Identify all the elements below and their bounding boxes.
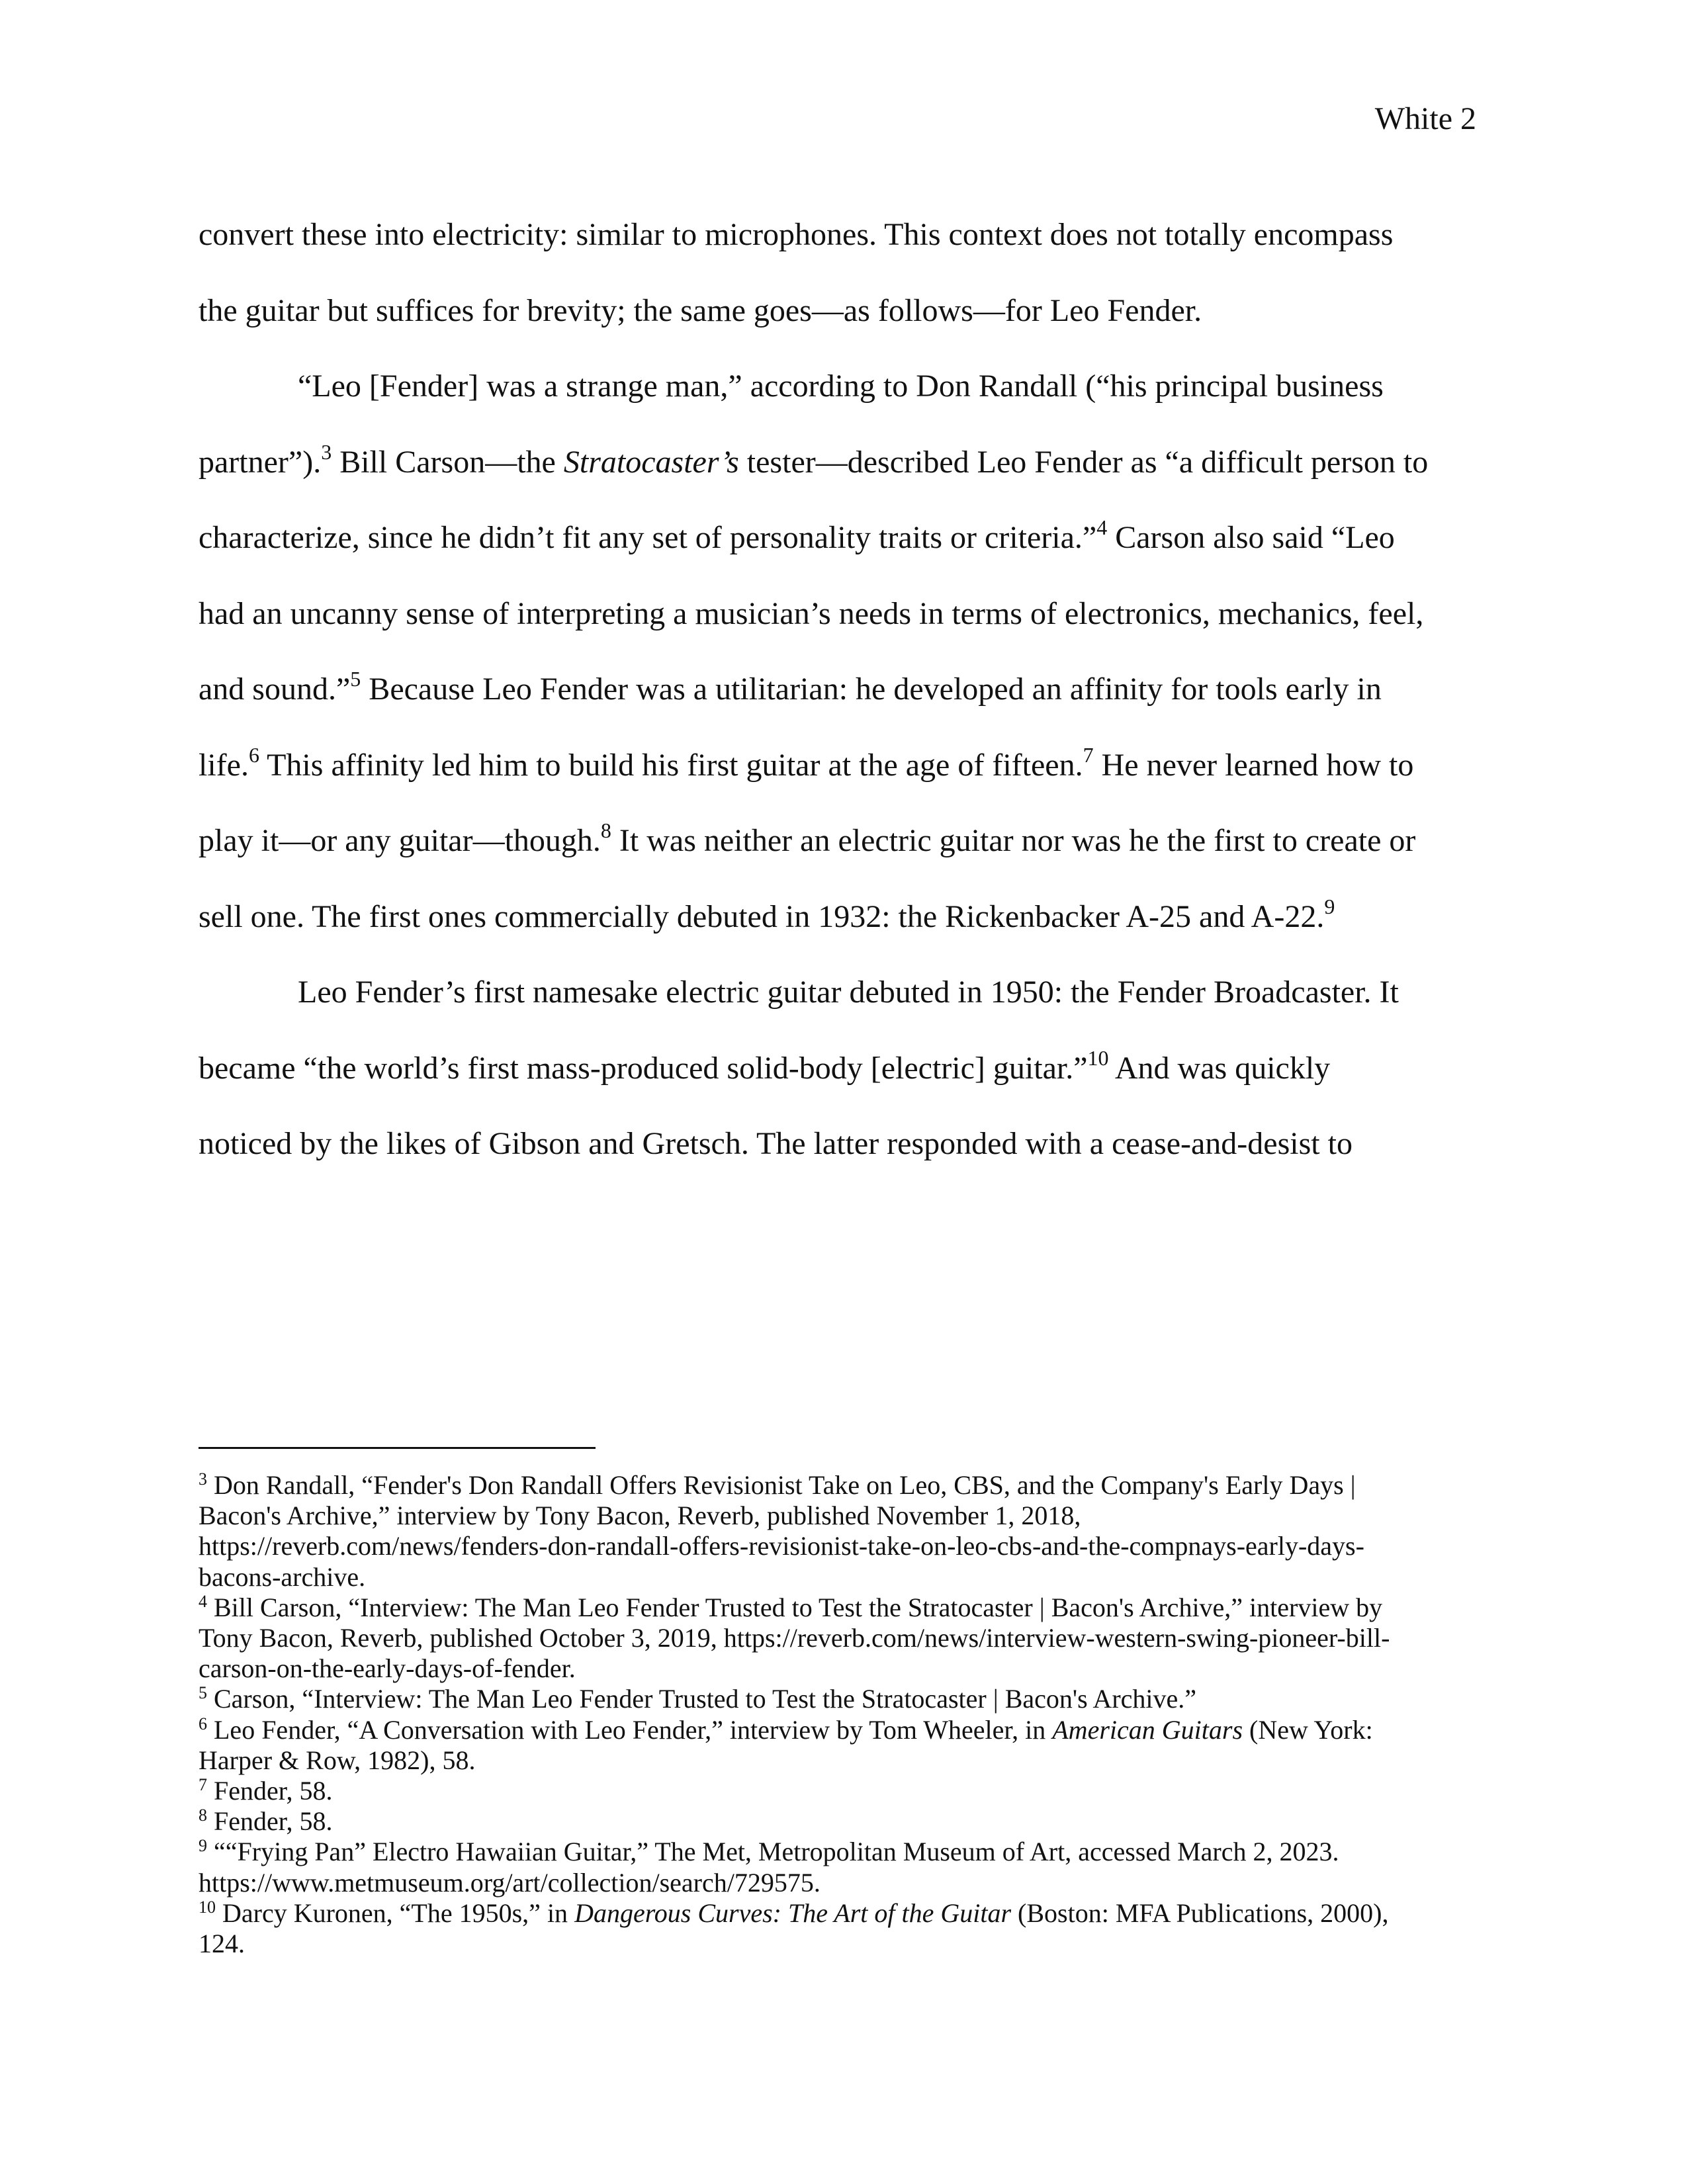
body-line: the guitar but suffices for brevity; the same goes—as follows—for Leo Fender. (199, 292, 1202, 328)
footnote-line (199, 1837, 1489, 1867)
footnote-line (199, 1776, 1489, 1806)
footnote-line: Bacon's Archive,” interview by Tony Bacon, Reverb, published November 1, 2018, (199, 1501, 1081, 1531)
footnote-text: Fender, 58. (207, 1776, 333, 1806)
body-text-run: And was quickly (1108, 1050, 1331, 1086)
body-text-run: Carson also said “Leo (1107, 520, 1395, 555)
body-text-run: and sound.” (199, 672, 351, 707)
italic-title: American Guitars (1052, 1714, 1243, 1745)
footnotes (199, 1470, 1489, 1959)
footnote-ref[interactable]: 7 (1083, 742, 1094, 767)
footnote-text: Don Randall, “Fender's Don Randall Offers Revisionist Take on Leo, CBS, and the Company's Early Days | (207, 1470, 1356, 1500)
footnote-ref[interactable]: 9 (1324, 894, 1335, 918)
footnote-number: 4 (199, 1591, 207, 1611)
body-text-run: play it—or any guitar—though. (199, 823, 601, 858)
body-line: had an uncanny sense of interpreting a musician’s needs in terms of electronics, mechanics, feel, (199, 595, 1424, 631)
footnote-line: Tony Bacon, Reverb, published October 3, 2019, https://reverb.com/news/interview-western-swing-pioneer-bill- (199, 1623, 1390, 1653)
body-line (199, 652, 1489, 728)
footnote-ref[interactable]: 8 (600, 818, 611, 842)
footnote-text: (New York: (1243, 1714, 1373, 1745)
body-line: noticed by the likes of Gibson and Gretsch. The latter responded with a cease-and-desist to (199, 1126, 1353, 1161)
footnote-link[interactable]: bacons-archive. (199, 1561, 366, 1592)
footnote-text: Fender, 58. (207, 1806, 333, 1837)
footnote-link[interactable]: https://reverb.com/news/fenders-don-randall-offers-revisionist-take-on-leo-cbs-and-the-compnays-early-days- (199, 1531, 1364, 1561)
body-line: “Leo [Fender] was a strange man,” according to Don Randall (“his principal business (298, 369, 1384, 404)
footnote-number: 8 (199, 1806, 207, 1825)
footnote-link[interactable]: https://www.metmuseum.org/art/collection/search/729575. (199, 1867, 821, 1898)
body-text-run: sell one. The first ones commercially debuted in 1932: the Rickenbacker A-25 and A-22. (199, 898, 1325, 934)
footnote-line (199, 1898, 1489, 1929)
footnote-ref[interactable]: 4 (1096, 515, 1108, 539)
body-text-run: He never learned how to (1093, 747, 1414, 783)
footnote-line (199, 1684, 1489, 1714)
footnote-separator (199, 1447, 596, 1449)
body-text-run: life. (199, 747, 249, 783)
footnote-number: 10 (199, 1897, 216, 1917)
footnote-number: 7 (199, 1775, 207, 1795)
footnote-number: 5 (199, 1683, 207, 1703)
footnote-number: 3 (199, 1469, 207, 1489)
body-line (199, 803, 1489, 879)
body-line: convert these into electricity: similar to microphones. This context does not totally encompass (199, 217, 1394, 252)
body-text-run: Bill Carson—the (332, 444, 564, 480)
body-text-run: partner”). (199, 444, 322, 480)
footnote-text: Darcy Kuronen, “The 1950s,” in (216, 1898, 575, 1928)
body-text-run: Because Leo Fender was a utilitarian: he developed an affinity for tools early in (361, 672, 1382, 707)
body-line (199, 879, 1489, 955)
footnote-ref[interactable]: 5 (350, 667, 361, 691)
footnote-number: 6 (199, 1714, 207, 1733)
footnote-ref[interactable]: 10 (1087, 1045, 1109, 1070)
footnote-text: ““Frying Pan” Electro Hawaiian Guitar,” The Met, Metropolitan Museum of Art, accessed March 2, 2023. (207, 1837, 1339, 1867)
footnote-line: 124. (199, 1929, 245, 1959)
footnote-line: Harper & Row, 1982), 58. (199, 1745, 476, 1775)
footnote-link[interactable]: carson-on-the-early-days-of-fender. (199, 1653, 576, 1684)
footnote-number: 9 (199, 1836, 207, 1856)
body-text-run: became “the world’s first mass-produced solid-body [electric] guitar.” (199, 1050, 1088, 1086)
footnote-text: (Boston: MFA Publications, 2000), (1011, 1898, 1389, 1928)
footnote-text: Carson, “Interview: The Man Leo Fender Trusted to Test the Stratocaster | Bacon's Archive.” (207, 1684, 1197, 1714)
body-line (199, 728, 1489, 804)
body-text-run: characterize, since he didn’t fit any set of personality traits or criteria.” (199, 520, 1097, 555)
body-text-run: tester—described Leo Fender as “a difficult person to (738, 444, 1429, 480)
footnote-line (199, 1715, 1489, 1745)
body-text-run: It was neither an electric guitar nor was he the first to create or (611, 823, 1416, 858)
footnote-text: Leo Fender, “A Conversation with Leo Fender,” interview by Tom Wheeler, in (207, 1714, 1053, 1745)
body-text (199, 197, 1489, 1182)
italic-title: Stratocaster’s (563, 444, 739, 480)
italic-title: Dangerous Curves: The Art of the Guitar (574, 1898, 1012, 1928)
body-line (199, 500, 1489, 576)
body-line (199, 425, 1489, 501)
page-header: White 2 (1374, 101, 1476, 136)
footnote-ref[interactable]: 6 (248, 742, 259, 767)
footnote-ref[interactable]: 3 (321, 439, 332, 464)
footnote-text: Bill Carson, “Interview: The Man Leo Fender Trusted to Test the Stratocaster | Bacon's Archive,” interview by (207, 1592, 1383, 1622)
body-line (199, 1031, 1489, 1107)
body-text-run: This affinity led him to build his first guitar at the age of fifteen. (259, 747, 1083, 783)
footnote-line (199, 1806, 1489, 1837)
body-line: Leo Fender’s first namesake electric guitar debuted in 1950: the Fender Broadcaster. It (298, 975, 1399, 1010)
footnote-line (199, 1470, 1489, 1501)
footnote-line (199, 1593, 1489, 1623)
